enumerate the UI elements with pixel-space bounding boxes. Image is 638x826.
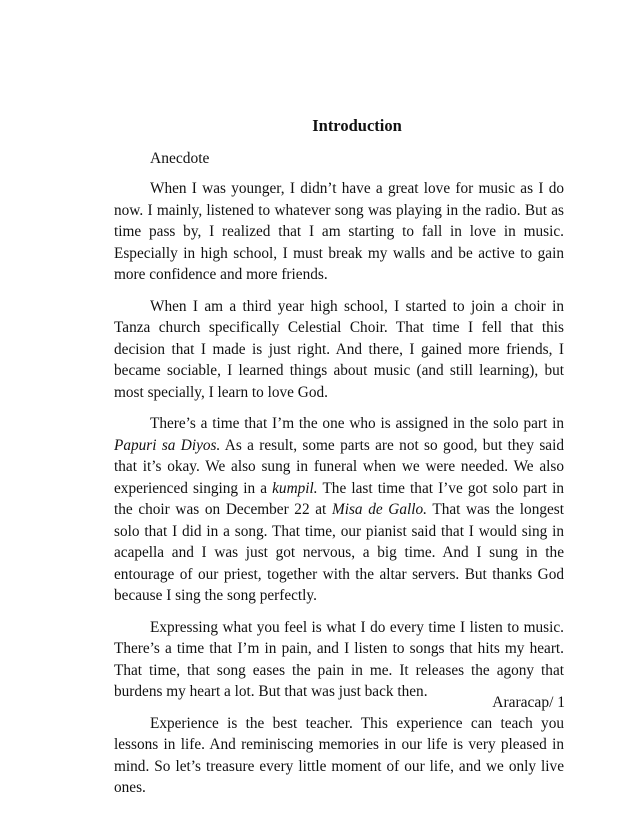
page-footer: Araracap/ 1: [492, 694, 565, 711]
paragraph-text: As a result, some parts are not so good, but they said that it’s okay. We also sung in funeral when we were needed. We also experienced singing in a: [114, 436, 564, 497]
paragraph-2: [114, 296, 564, 404]
paragraph-5: [114, 713, 564, 799]
paragraph-text: The last time that I’ve got solo part in the choir was on December 22 at: [114, 479, 564, 518]
paragraph-text: There’s a time that I’m the one who is assigned in the solo part in: [150, 415, 564, 432]
paragraph-text: Expressing what you feel is what I do every time I listen to music. There’s a time that I’m in pain, and I listen to songs that hits my heart. That time, that song eases the pain in me. It releases the agony that burdens my heart a lot. But that was just back then.: [114, 618, 564, 700]
emphasis-text: Misa de Gallo.: [331, 501, 427, 518]
paragraph-text: That was the longest solo that I did in a song. That time, our pianist said that I would sing in acapella and I was just got nervous, a big time. And I sung in the entourage of our priest, together with the altar servers. But thanks God because I sing the song perfectly.: [114, 501, 564, 604]
paragraph-1: [114, 178, 564, 286]
emphasis-text: kumpil.: [272, 479, 318, 497]
paragraph-text: Experience is the best teacher. This experience can teach you lessons in life. And reminiscing memories in our life is very pleased in mind. So let’s treasure every little moment of our life, and we only live ones.: [114, 714, 564, 796]
emphasis-text: Papuri sa Diyos.: [114, 436, 221, 454]
paragraph-3: [114, 413, 564, 607]
section-subheading: Anecdote: [150, 150, 210, 167]
body-text: [114, 178, 564, 809]
paragraph-text: When I was younger, I didn’t have a great love for music as I do now. I mainly, listened to whatever song was playing in the radio. But as time pass by, I realized that I am starting to fall in love in music. Especially in high school, I must break my walls and be active to gain more confidence and more friends.: [114, 180, 564, 283]
paragraph-text: When I am a third year high school, I started to join a choir in Tanza church specifically Celestial Choir. That time I fell that this decision that I made is just right. And there, I gained more friends, I became sociable, I learned things about music (and still learning), but most specially, I learn to love God.: [114, 297, 564, 401]
page-title: Introduction: [312, 116, 402, 135]
paragraph-4: [114, 617, 564, 703]
